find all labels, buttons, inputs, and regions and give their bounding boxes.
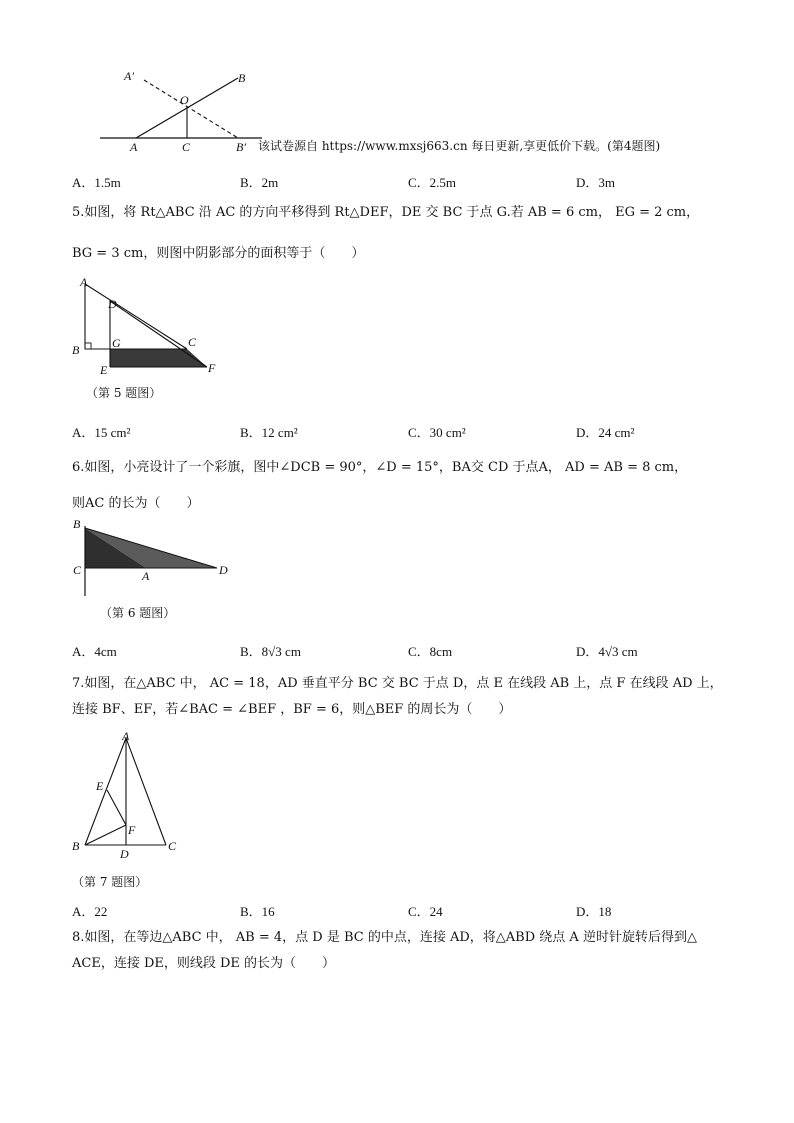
q7-stem-line2: 连接 BF、EF，若∠BAC = ∠BEF ，BF = 6，则△BEF 的周长为（ ）	[72, 702, 512, 717]
q5-option-b: B．12 cm²	[240, 425, 298, 440]
q6-option-b: B．8√3 cm	[240, 644, 301, 659]
q4-label-a-prime: A′	[124, 69, 134, 83]
q7-label-a: A	[122, 729, 130, 743]
q6-option-d: D．4√3 cm	[576, 644, 638, 659]
q6-label-b: B	[73, 517, 81, 531]
q5-stem-line1: 5.如图，将 Rt△ABC 沿 AC 的方向平移得到 Rt△DEF，DE 交 BC 于点 G.若 AB = 6 cm， EG = 2 cm，	[72, 205, 700, 220]
q5-figure	[70, 276, 270, 386]
q7-option-c: C．24	[408, 904, 443, 919]
q6-label-c: C	[73, 563, 82, 577]
q5-option-c: C．30 cm²	[408, 425, 466, 440]
q7-label-e: E	[96, 779, 104, 793]
q4-figure	[0, 0, 794, 160]
q5-caption: （第 5 题图）	[86, 386, 162, 400]
q5-option-d: D．24 cm²	[576, 425, 635, 440]
q7-figure	[70, 728, 270, 868]
q5-label-c: C	[188, 335, 197, 349]
q7-stem-line1: 7.如图，在△ABC 中， AC = 18，AD 垂直平分 BC 交 BC 于点 D，点 E 在线段 AB 上，点 F 在线段 AD 上，	[72, 676, 723, 691]
q6-label-a: A	[142, 569, 150, 583]
q4-label-b-prime: B′	[236, 140, 246, 154]
q6-stem-line1: 6.如图，小亮设计了一个彩旗，图中∠DCB = 90°，∠D = 15°，BA交 CD 于点A， AD = AB = 8 cm，	[72, 460, 688, 475]
q6-figure	[70, 516, 270, 606]
q4-option-c: C．2.5m	[408, 175, 457, 190]
q4-label-a: A	[130, 140, 138, 154]
q7-label-b: B	[72, 839, 80, 853]
q7-option-b: B．16	[240, 904, 275, 919]
q4-option-a: A．1.5m	[72, 175, 121, 190]
q8-stem-line1: 8.如图，在等边△ABC 中， AB = 4，点 D 是 BC 的中点，连接 AD，将△ABD 绕点 A 逆时针旋转后得到△	[72, 930, 697, 945]
q7-label-c: C	[168, 839, 177, 853]
q8-stem-line2: ACE，连接 DE，则线段 DE 的长为（ ）	[72, 956, 336, 971]
q4-label-b: B	[238, 71, 246, 85]
q5-label-d: D	[108, 297, 117, 311]
q6-label-d: D	[219, 563, 228, 577]
q5-label-e: E	[100, 363, 108, 377]
q7-caption: （第 7 题图）	[72, 875, 148, 889]
q5-label-a: A	[80, 275, 88, 289]
q7-option-d: D．18	[576, 904, 612, 919]
q5-label-g: G	[112, 336, 121, 350]
q5-label-f: F	[208, 361, 216, 375]
q7-label-f: F	[128, 823, 136, 837]
q7-label-d: D	[120, 847, 129, 861]
q6-stem-line2: 则AC 的长为（ ）	[72, 496, 200, 511]
q6-option-a: A．4cm	[72, 644, 117, 659]
q4-option-b: B．2m	[240, 175, 279, 190]
q4-label-o: O	[180, 93, 189, 107]
q5-label-b: B	[72, 343, 80, 357]
q5-shaded-region	[110, 349, 207, 367]
q5-stem-line2: BG = 3 cm，则图中阴影部分的面积等于（ ）	[72, 246, 365, 261]
q4-label-c: C	[182, 140, 191, 154]
q7-option-a: A．22	[72, 904, 108, 919]
q6-caption: （第 6 题图）	[100, 606, 176, 620]
q4-watermark: 该试卷源自 https://www.mxsj663.cn 每日更新,享更低价下载。(第4题图)	[258, 139, 661, 153]
q6-option-c: C．8cm	[408, 644, 453, 659]
q5-option-a: A．15 cm²	[72, 425, 131, 440]
q4-option-d: D．3m	[576, 175, 616, 190]
